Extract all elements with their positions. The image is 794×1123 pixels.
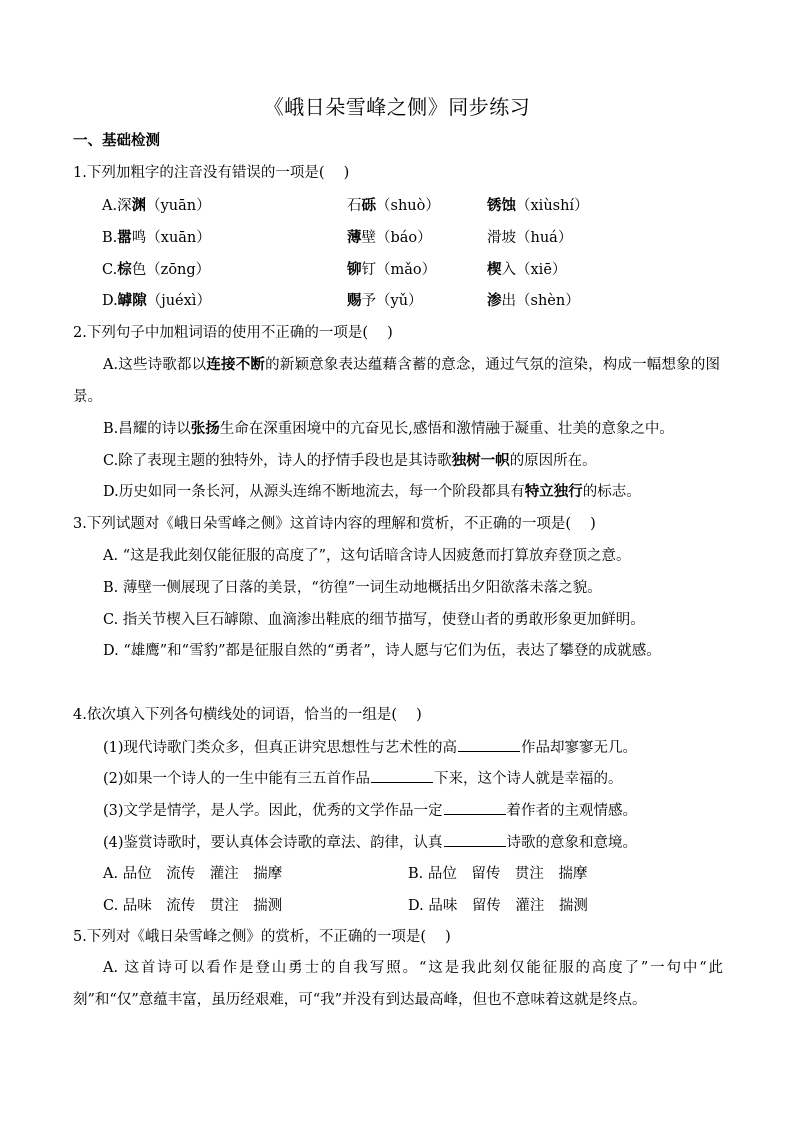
q2-option-c: C.除了表现主题的独特外，诗人的抒情手段也是其诗歌独树一帜的原因所在。 (103, 452, 597, 469)
section-heading: 一、基础检测 (73, 132, 160, 149)
q3-option-a: A. “这是我此刻仅能征服的高度了”，这句话暗含诗人因疲惫而打算放弃登顶之意。 (103, 548, 631, 564)
q1-option-a-word2: 石砾（shuò） (347, 197, 440, 214)
q1-option-b: B.嚣鸣（xuān） (102, 229, 211, 246)
q5-option-a: A. 这首诗可以看作是登山勇士的自我写照。“这是我此刻仅能征服的高度了”一句中“此刻”和“仅”意蕴丰富，虽历经艰难，可“我”并没有到达最高峰，但也不意味着这就是终点。 (73, 960, 723, 1008)
q4-option-b: B. 品位 留传 贯注 揣摩 (408, 866, 588, 882)
q1-option-a-word3: 锈蚀（xiùshí） (487, 197, 589, 214)
q1-option-d-word3: 渗出（shèn） (487, 292, 580, 309)
q4-option-a: A. 品位 流传 灌注 揣摩 (103, 866, 283, 882)
q2-option-d: D.历史如同一条长河，从源头连绵不断地流去，每一个阶段都具有特立独行的标志。 (103, 483, 641, 500)
q4-sentence-4: (4)鉴赏诗歌时，要认真体会诗歌的章法、韵律，认真 诗歌的意象和意境。 (103, 832, 637, 853)
q4-option-c: C. 品味 流传 贯注 揣测 (103, 898, 283, 914)
fill-blank[interactable] (458, 737, 520, 752)
q3-option-b: B. 薄壁一侧展现了日落的美景，“彷徨”一词生动地概括出夕阳欲落未落之貌。 (103, 580, 602, 596)
q5-stem: 5.下列对《峨日朵雪峰之侧》的赏析，不正确的一项是( ) (73, 929, 451, 945)
q4-sentence-2: (2)如果一个诗人的一生中能有三五首作品 下来，这个诗人就是幸福的。 (103, 768, 623, 789)
q2-stem: 2.下列句子中加粗词语的使用不正确的一项是( ) (73, 325, 393, 341)
q1-option-c: C.棕色（zōng） (102, 261, 211, 278)
q1-option-d-word2: 赐予（yǔ） (347, 292, 423, 309)
q1-option-c-word2: 铆钉（mǎo） (347, 261, 437, 278)
q1-option-a: A.深渊（yuān） (102, 197, 211, 214)
q3-option-c: C. 指关节楔入巨石罅隙、血滴渗出鞋底的细节描写，使登山者的勇敢形象更加鲜明。 (103, 612, 645, 628)
q4-sentence-3: (3)文学是情学，是人学。因此，优秀的文学作品一定 着作者的主观情感。 (103, 800, 637, 821)
page-title: 《峨日朵雪峰之侧》同步练习 (263, 95, 531, 119)
q2-option-a: A.这些诗歌都以连接不断的新颖意象表达蕴藉含蓄的意念，通过气氛的渲染，构成一幅想象的图景。 (73, 356, 721, 405)
q2-option-b: B.昌耀的诗以张扬生命在深重困境中的亢奋见长,感悟和激情融于凝重、壮美的意象之中。 (103, 420, 674, 437)
q4-option-d: D. 品味 留传 灌注 揣测 (408, 898, 588, 914)
fill-blank[interactable] (371, 768, 433, 783)
q4-sentence-1: (1)现代诗歌门类众多，但真正讲究思想性与艺术性的高 作品却寥寥无几。 (103, 737, 637, 758)
q1-option-b-word2: 薄壁（báo） (347, 229, 432, 246)
fill-blank[interactable] (444, 832, 506, 847)
q3-option-d: D. “雄鹰”和“雪豹”都是征服自然的“勇者”，诗人愿与它们为伍，表达了攀登的成就感。 (103, 643, 661, 659)
q1-option-d: D.罅隙（juéxì） (102, 292, 211, 309)
q1-option-b-word3: 滑坡（huá） (487, 230, 573, 246)
q1-option-c-word3: 楔入（xiē） (487, 261, 567, 278)
q4-stem: 4.依次填入下列各句横线处的词语，恰当的一组是( ) (73, 707, 422, 723)
fill-blank[interactable] (444, 800, 506, 815)
q3-stem: 3.下列试题对《峨日朵雪峰之侧》这首诗内容的理解和赏析，不正确的一项是( ) (73, 516, 596, 532)
q1-stem: 1.下列加粗字的注音没有错误的一项是( ) (73, 165, 350, 181)
